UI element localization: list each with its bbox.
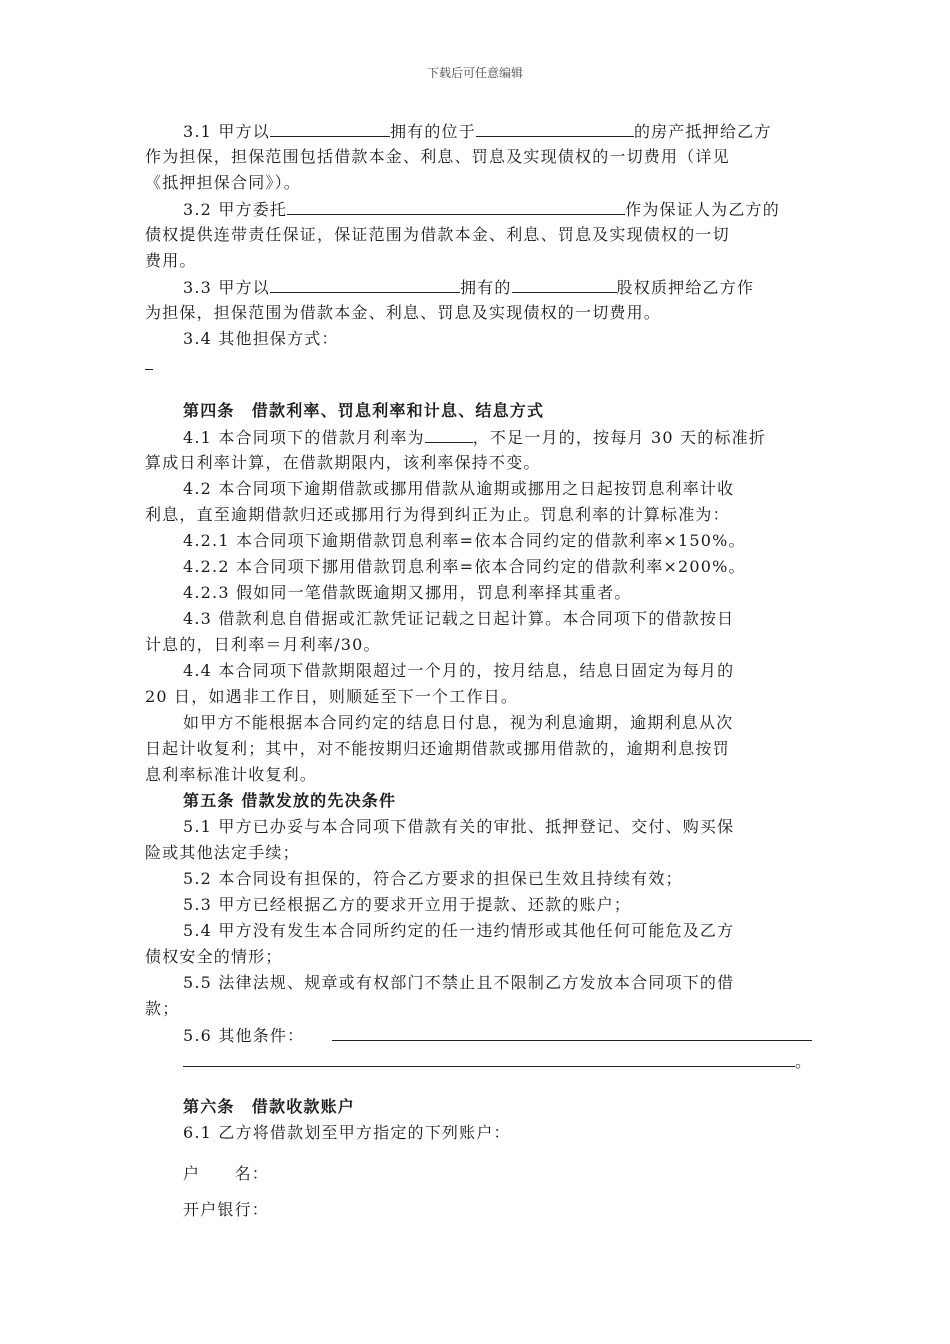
clause-5-3: 5.3 甲方已经根据乙方的要求开立用于提款、还款的账户； <box>183 895 632 914</box>
clause-4-2-3: 4.2.3 假如同一笔借款既逾期又挪用，罚息利率择其重者。 <box>183 583 632 602</box>
clause-3-1-line-2: 作为担保，担保范围包括借款本金、利息、罚息及实现债权的一切费用（详见 <box>145 147 730 166</box>
blank-field[interactable] <box>287 196 617 215</box>
blank-field[interactable] <box>512 274 617 293</box>
blank-field[interactable] <box>425 424 473 443</box>
clause-5-1-line-1: 5.1 甲方已办妥与本合同项下借款有关的审批、抵押登记、交付、购买保 <box>183 817 735 836</box>
blank-field[interactable] <box>476 118 634 137</box>
clause-4-4-line-2: 20 日，如遇非工作日，则顺延至下一个工作日。 <box>145 687 519 706</box>
clause-4-2-line-1: 4.2 本合同项下逾期借款或挪用借款从逾期或挪用之日起按罚息利率计收 <box>183 479 735 498</box>
clause-4-1-text-a: 4.1 本合同项下的借款月利率为 <box>183 428 425 447</box>
clause-5-1-line-2: 险或其他法定手续； <box>145 843 300 862</box>
clause-4-2-line-2: 利息，直至逾期借款归还或挪用行为得到纠正为止。罚息利率的计算标准为： <box>145 505 730 524</box>
clause-5-6-line-1 <box>145 1022 810 1048</box>
clause-5-6-text: 5.6 其他条件： <box>183 1026 305 1045</box>
clause-4-3-line-2: 计息的，日利率＝月利率/30。 <box>145 635 381 654</box>
clause-4-5-line-2: 日起计收复利；其中，对不能按期归还逾期借款或挪用借款的，逾期利息按罚 <box>145 739 730 758</box>
clause-3-3-text-b: 拥有的 <box>459 278 512 297</box>
blank-field[interactable] <box>270 274 460 293</box>
clause-3-2-text-b: 作为保证人为乙方的 <box>625 200 780 219</box>
clause-3-1-line-1 <box>145 118 810 144</box>
clause-3-2-text-a: 3.2 甲方委托 <box>183 200 288 219</box>
spacer <box>145 1146 810 1156</box>
clause-4-2-1: 4.2.1 本合同项下逾期借款罚息利率=依本合同约定的借款利率×150%。 <box>183 531 746 550</box>
bank-label: 开户银行： <box>183 1200 270 1219</box>
clause-3-3-line-1 <box>145 274 810 300</box>
clause-5-2: 5.2 本合同设有担保的，符合乙方要求的担保已生效且持续有效； <box>183 869 683 888</box>
clause-6-1: 6.1 乙方将借款划至甲方指定的下列账户： <box>183 1123 511 1142</box>
article-5-title: 第五条 借款发放的先决条件 <box>183 791 397 810</box>
clause-3-2-line-2: 债权提供连带责任保证，保证范围为借款本金、利息、罚息及实现债权的一切 <box>145 225 730 244</box>
spacer <box>145 1074 810 1094</box>
clause-4-1-line-2: 算成日利率计算，在借款期限内，该利率保持不变。 <box>145 453 541 472</box>
clause-5-5-line-1: 5.5 法律法规、规章或有权部门不禁止且不限制乙方发放本合同项下的借 <box>183 973 735 992</box>
clause-3-1-text-c: 的房产抵押给乙方 <box>633 122 772 141</box>
clause-4-5-line-1: 如甲方不能根据本合同约定的结息日付息，视为利息逾期，逾期利息从次 <box>183 713 734 732</box>
account-name-label: 户 名： <box>183 1164 270 1183</box>
underscore-mark <box>617 200 625 215</box>
clause-4-5-line-3: 息利率标准计收复利。 <box>145 765 318 784</box>
clause-3-4: 3.4 其他担保方式： <box>183 329 339 348</box>
clause-4-1-line-1 <box>145 424 810 450</box>
clause-3-1-line-3: 《抵押担保合同》）。 <box>145 173 302 192</box>
article-6-title: 第六条 借款收款账户 <box>183 1097 356 1116</box>
clause-3-3-text-c: 股权质押给乙方作 <box>616 278 755 297</box>
clause-3-3-text-a: 3.3 甲方以 <box>183 278 270 297</box>
clause-4-2-2: 4.2.2 本合同项下挪用借款罚息利率=依本合同约定的借款利率×200%。 <box>183 557 746 576</box>
clause-4-1-text-b: ，不足一月的，按每月 30 天的标准折 <box>472 428 767 447</box>
contract-body <box>145 118 813 1228</box>
blank-field[interactable] <box>332 1022 812 1041</box>
clause-3-2-line-1 <box>145 196 810 222</box>
clause-3-1-text-b: 拥有的位于 <box>389 122 476 141</box>
blank-field[interactable] <box>270 118 390 137</box>
clause-5-4-line-2: 债权安全的情形； <box>145 947 283 966</box>
clause-5-6-period: 。 <box>795 1052 813 1071</box>
clause-3-4-blank-line <box>145 352 810 378</box>
page-header: 下载后可任意编辑 <box>426 66 523 80</box>
clause-4-3-line-1: 4.3 借款利息自借据或汇款凭证记载之日起计算。本合同项下的借款按日 <box>183 609 735 628</box>
clause-3-1-text-a: 3.1 甲方以 <box>183 122 270 141</box>
blank-field[interactable] <box>183 1048 795 1067</box>
clause-3-2-line-3: 费用。 <box>145 251 197 270</box>
spacer <box>145 378 810 398</box>
clause-3-3-line-2: 为担保，担保范围为借款本金、利息、罚息及实现债权的一切费用。 <box>145 303 662 322</box>
article-4-title: 第四条 借款利率、罚息利率和计息、结息方式 <box>183 401 545 420</box>
clause-4-4-line-1: 4.4 本合同项下借款期限超过一个月的，按月结息，结息日固定为每月的 <box>183 661 735 680</box>
clause-5-4-line-1: 5.4 甲方没有发生本合同所约定的任一违约情形或其他任何可能危及乙方 <box>183 921 735 940</box>
clause-5-5-line-2: 款； <box>145 999 180 1018</box>
underscore-mark[interactable] <box>145 355 153 370</box>
clause-5-6-line-2 <box>145 1048 813 1074</box>
